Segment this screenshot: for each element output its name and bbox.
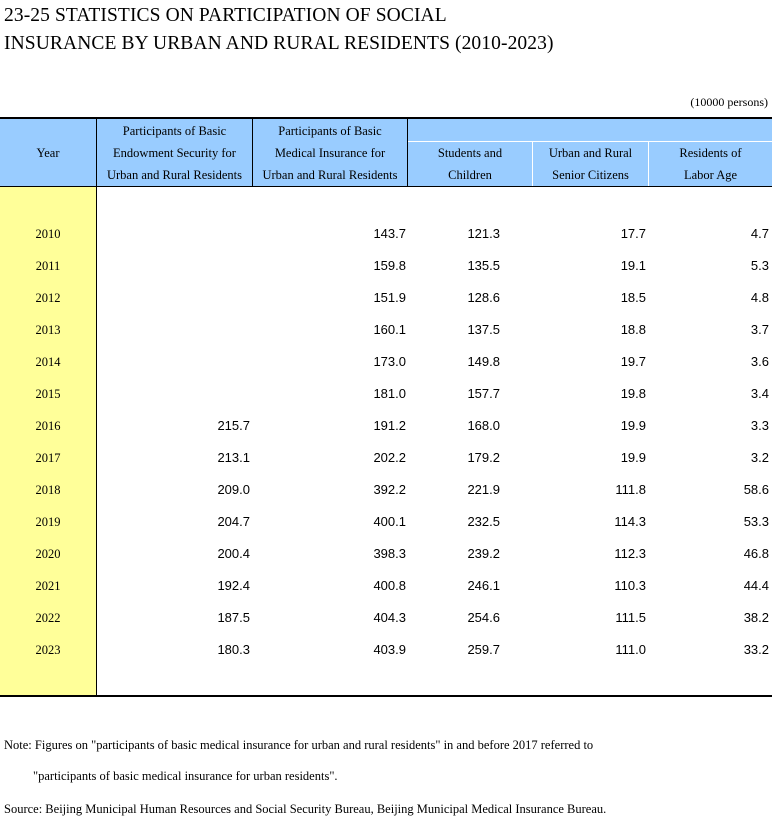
cell-year: 2019	[35, 515, 61, 529]
cell-students: 254.6	[467, 610, 500, 625]
header-students-line-2: Children	[448, 168, 492, 182]
cell-labor: 3.3	[750, 418, 769, 433]
cell-senior: 19.9	[620, 450, 646, 465]
table-top-rule	[0, 117, 772, 119]
cell-medical: 151.9	[373, 290, 406, 305]
cell-labor: 58.6	[743, 482, 769, 497]
header-medical-line-3: Urban and Rural Residents	[262, 168, 398, 182]
cell-students: 232.5	[467, 514, 500, 529]
table-row	[0, 442, 772, 474]
cell-senior: 19.7	[620, 354, 646, 369]
cell-students: 128.6	[467, 290, 500, 305]
cell-medical: 202.2	[373, 450, 406, 465]
header-labor-line-1: Residents of	[679, 146, 742, 160]
note-line-2: "participants of basic medical insurance for urban residents".	[33, 769, 338, 783]
header-endowment-line-1: Participants of Basic	[122, 124, 227, 138]
cell-senior: 112.3	[614, 546, 646, 561]
cell-medical: 173.0	[373, 354, 406, 369]
unit-label: (10000 persons)	[690, 95, 768, 109]
table-title-line-1: 23-25 STATISTICS ON PARTICIPATION OF SOCIAL	[4, 5, 447, 26]
cell-medical: 181.0	[373, 386, 406, 401]
cell-endowment: 192.4	[217, 578, 250, 593]
cell-labor: 3.4	[750, 386, 769, 401]
cell-endowment: 213.1	[217, 450, 250, 465]
cell-senior: 114.3	[614, 514, 646, 529]
cell-medical: 403.9	[373, 642, 406, 657]
cell-students: 246.1	[467, 578, 500, 593]
header-endowment-line-2: Endowment Security for	[113, 146, 236, 160]
header-bottom-rule	[0, 186, 772, 187]
cell-medical: 191.2	[373, 418, 406, 433]
cell-medical: 143.7	[373, 226, 406, 241]
cell-labor: 53.3	[743, 514, 769, 529]
cell-medical: 160.1	[373, 322, 406, 337]
cell-year: 2018	[35, 483, 61, 497]
cell-students: 121.3	[467, 226, 500, 241]
table-row	[0, 570, 772, 602]
cell-senior: 111.0	[615, 642, 646, 657]
table-row	[0, 314, 772, 346]
cell-year: 2012	[35, 291, 61, 305]
cell-medical: 398.3	[373, 546, 406, 561]
note-line-1: Note: Figures on "participants of basic medical insurance for urban and rural residents" in and before 2017 referred to	[4, 738, 594, 752]
cell-senior: 19.9	[620, 418, 646, 433]
table-row	[0, 250, 772, 282]
cell-students: 168.0	[467, 418, 500, 433]
cell-senior: 111.5	[615, 610, 646, 625]
cell-year: 2022	[35, 611, 61, 625]
table-title-line-2: INSURANCE BY URBAN AND RURAL RESIDENTS (2010-2023)	[4, 33, 554, 54]
cell-students: 135.5	[467, 258, 500, 273]
cell-medical: 392.2	[373, 482, 406, 497]
cell-senior: 17.7	[620, 226, 646, 241]
cell-senior: 18.5	[620, 290, 646, 305]
header-medical-line-1: Participants of Basic	[278, 124, 382, 138]
cell-endowment: 204.7	[217, 514, 250, 529]
cell-labor: 38.2	[743, 610, 769, 625]
cell-year: 2021	[35, 579, 61, 593]
cell-medical: 159.8	[373, 258, 406, 273]
cell-year: 2017	[35, 451, 61, 465]
cell-year: 2020	[35, 547, 61, 561]
cell-labor: 46.8	[743, 546, 769, 561]
cell-year: 2015	[35, 387, 61, 401]
cell-endowment: 200.4	[217, 546, 250, 561]
cell-year: 2023	[35, 643, 61, 657]
cell-students: 239.2	[467, 546, 500, 561]
cell-year: 2013	[35, 323, 61, 337]
cell-medical: 404.3	[373, 610, 406, 625]
table-body	[0, 218, 772, 666]
table-row	[0, 378, 772, 410]
header-senior-line-2: Senior Citizens	[552, 168, 629, 182]
header-medical-line-2: Medical Insurance for	[274, 146, 386, 160]
cell-labor: 3.6	[750, 354, 769, 369]
cell-labor: 5.3	[750, 258, 769, 273]
source-note: Source: Beijing Municipal Human Resources and Social Security Bureau, Beijing Municipal Medical Insurance Bureau.	[4, 802, 607, 816]
table-row	[0, 506, 772, 538]
table-row	[0, 410, 772, 442]
cell-year: 2016	[35, 419, 61, 433]
cell-labor: 33.2	[743, 642, 769, 657]
cell-medical: 400.8	[373, 578, 406, 593]
cell-endowment: 187.5	[217, 610, 250, 625]
cell-endowment: 215.7	[217, 418, 250, 433]
table-row	[0, 346, 772, 378]
cell-labor: 4.8	[750, 290, 769, 305]
cell-medical: 400.1	[373, 514, 406, 529]
table-row	[0, 538, 772, 570]
header-endowment-line-3: Urban and Rural Residents	[106, 168, 243, 182]
cell-students: 179.2	[467, 450, 500, 465]
table-row	[0, 602, 772, 634]
cell-senior: 19.1	[620, 258, 646, 273]
cell-students: 149.8	[467, 354, 500, 369]
cell-senior: 111.8	[615, 482, 646, 497]
cell-labor: 3.7	[750, 322, 769, 337]
header-year: Year	[36, 146, 60, 160]
header-senior-line-1: Urban and Rural	[548, 146, 633, 160]
header-students-line-1: Students and	[437, 146, 503, 160]
table-bottom-rule	[0, 695, 772, 697]
cell-senior: 19.8	[620, 386, 646, 401]
table-row	[0, 218, 772, 250]
cell-labor: 4.7	[750, 226, 769, 241]
cell-students: 137.5	[467, 322, 500, 337]
table-row	[0, 282, 772, 314]
table-row	[0, 634, 772, 666]
cell-senior: 110.3	[614, 578, 646, 593]
cell-senior: 18.8	[620, 322, 646, 337]
cell-labor: 44.4	[743, 578, 769, 593]
cell-labor: 3.2	[750, 450, 769, 465]
cell-year: 2011	[35, 259, 61, 273]
cell-students: 259.7	[467, 642, 500, 657]
cell-year: 2010	[35, 227, 61, 241]
cell-endowment: 180.3	[217, 642, 250, 657]
cell-endowment: 209.0	[217, 482, 250, 497]
cell-year: 2014	[35, 355, 61, 369]
header-labor-line-2: Labor Age	[683, 168, 738, 182]
cell-students: 157.7	[467, 386, 500, 401]
cell-students: 221.9	[467, 482, 500, 497]
table-row	[0, 474, 772, 506]
